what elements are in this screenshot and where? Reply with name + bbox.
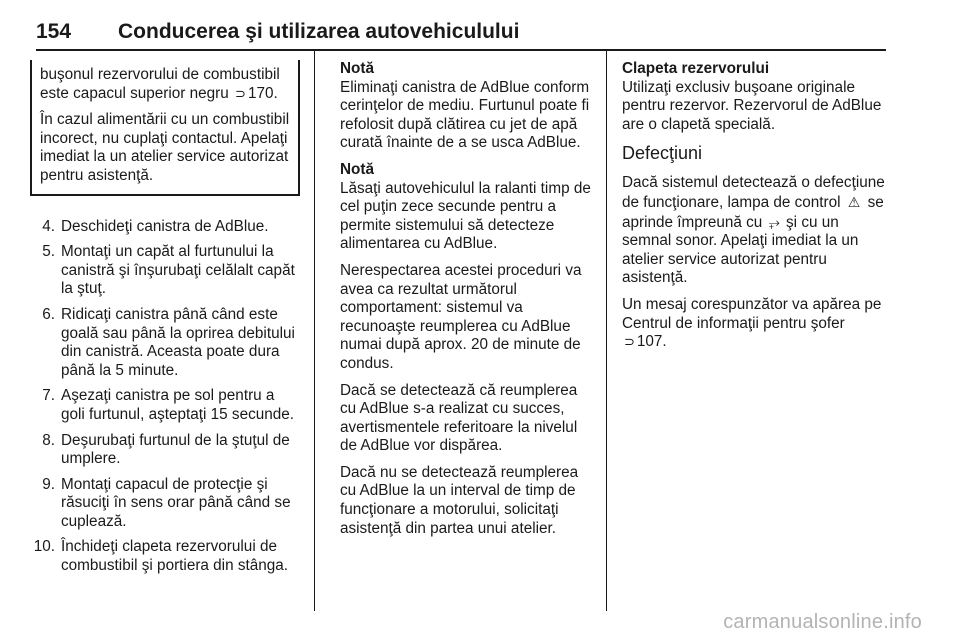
paragraph: Un mesaj corespunzător va apărea pe Centrul de informaţii pentru şofer ⊃ 107. (622, 295, 882, 351)
section-heading: Defecţiuni (622, 143, 703, 164)
column-divider-1 (314, 51, 315, 611)
warning-paragraph-1: buşonul rezervorului de combustibil este capacul superior negru ⊃ 170. (40, 66, 280, 102)
column-left (30, 60, 300, 583)
watermark: carmanualsonline.info (723, 611, 922, 633)
paragraph: Nerespectarea acestei proceduri va avea ca rezultat următorul comportament: sistemul va recunoaşte reumplerea cu AdBlue numai după aprox. 20 de minute de condus. (340, 261, 582, 372)
page-title: Conducerea şi utilizarea autovehiculului (118, 20, 520, 43)
column-right (622, 60, 887, 360)
page-header (36, 20, 886, 52)
list-item: 5. Montaţi un capăt al furtunului la canistră şi înşurubaţi celălalt capăt la ştuţ. (42, 243, 295, 298)
warning-lamp-icon: ⚠ (847, 193, 861, 210)
engine-lamp-icon: ⥅ (768, 213, 780, 230)
list-item: 4. Deschideţi canistra de AdBlue. (42, 217, 269, 235)
note-1: Notă Eliminaţi canistra de AdBlue conform cerinţelor de mediu. Furtunul poate fi refolosit după clătirea cu jet de apă curată înainte de a se usca AdBlue. (340, 60, 595, 153)
list-item: 7. Aşezaţi canistra pe sol pentru a goli furtunul, aşteptaţi 15 secunde. (42, 387, 295, 423)
note-label: Notă (340, 60, 374, 77)
paragraph: Dacă nu se detectează reumplerea cu AdBlue la un interval de timp de funcţionare a motorului, solicitaţi asistenţă din partea unui atelier. (340, 463, 579, 537)
page-reference[interactable]: 107. (636, 333, 667, 351)
note-label: Notă (340, 160, 374, 178)
page-reference-icon: ⊃ (624, 334, 635, 350)
list-item: 9. Montaţi capacul de protecţie şi răsuciţi în sens orar până când se cuplează. (42, 475, 291, 530)
paragraph: Dacă se detectează că reumplerea cu AdBlue s-a realizat cu succes, avertismentele referitoare la nivelul de AdBlue vor dispărea. (340, 381, 578, 455)
page-reference[interactable]: 170. (247, 84, 278, 102)
list-item: 6. Ridicaţi canistra până când este goală sau până la oprirea debitului din canistră. Aceasta poate dura până la 5 minute. (42, 305, 295, 379)
column-middle (340, 60, 595, 546)
note-2: Notă Lăsaţi autovehiculul la ralanti timp de cel puţin zece secunde pentru a permite sistemului să detecteze alimentarea cu AdBlue. (340, 161, 595, 254)
header-rule (36, 49, 886, 51)
page-reference-icon: ⊃ (235, 85, 246, 101)
fuel-flap-section: Clapeta rezervorului Utilizaţi exclusiv buşoane originale pentru rezervor. Rezervorul de AdBlue are o clapetă specială. (622, 60, 887, 134)
list-item: 10. Închideţi clapeta rezervorului de combustibil şi portiera din stânga. (33, 538, 289, 575)
paragraph: Dacă sistemul detectează o defecţiune de funcţionare, lampa de control ⚠ se aprinde împreună cu ⥅ şi cu un semnal sonor. Apelaţi imediat la un atelier service autorizat pentru asistenţă. (622, 174, 885, 287)
warning-paragraph-2: În cazul alimentării cu un combustibil incorect, nu cuplaţi contactul. Apelaţi imediat la un atelier service autorizat pentru asistenţă. (40, 111, 290, 184)
sub-heading: Clapeta rezervorului (622, 60, 770, 77)
column-divider-2 (606, 51, 607, 611)
steps-list (30, 218, 300, 576)
list-item: 8. Deşurubaţi furtunul de la ştuţul de umplere. (42, 431, 290, 468)
page-number: 154 (36, 20, 72, 43)
warning-box (30, 60, 300, 196)
